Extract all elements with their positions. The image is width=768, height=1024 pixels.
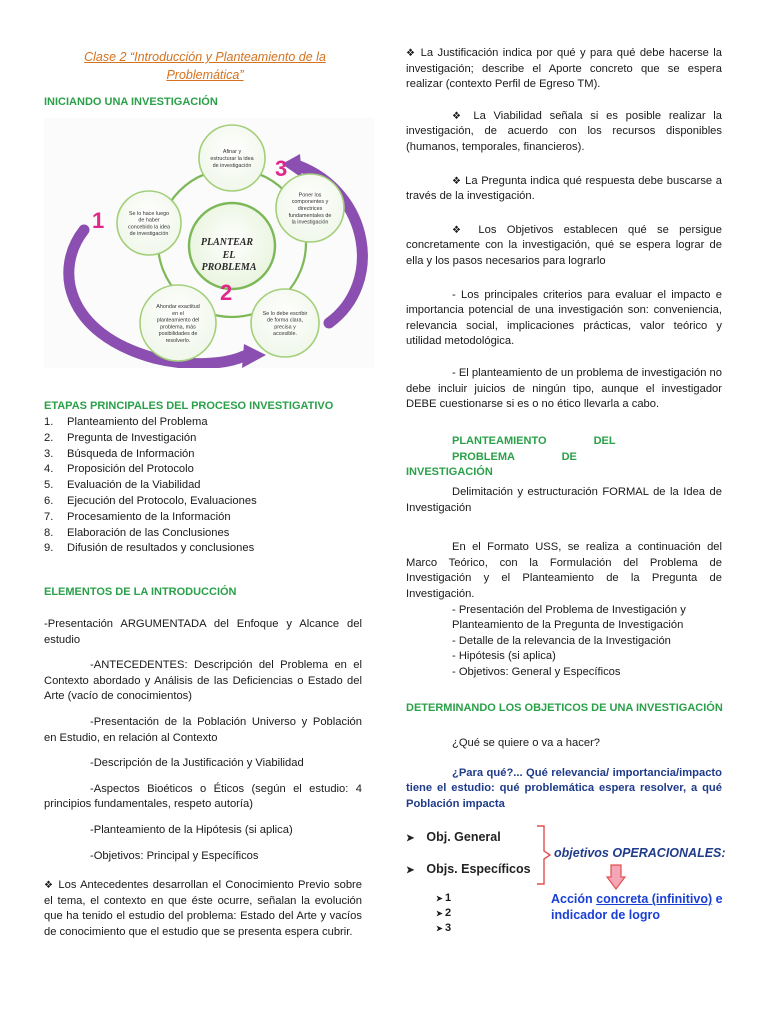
diamond-bullet-icon: ❖ [452,110,466,122]
etapa-item [44,431,362,447]
diagram-label-line: de investigación [129,231,169,238]
accion-indicador: indicador de logro [551,908,661,922]
etapa-item [44,478,362,494]
p-objetivos-right [406,223,722,270]
diagram-label-line: Poner los [298,192,322,199]
heading-planteamiento-line1 [406,434,722,465]
etapas-list [44,415,362,557]
etapa-number: 4. [44,463,54,476]
etapa-number: 3. [44,447,54,460]
etapa-text: Procesamiento de la Información [67,510,231,523]
p-presentacion: -Presentación ARGUMENTADA del Enfoque y Alcance del estudio [44,618,362,646]
right-body-top [406,46,722,413]
diagram-label-line: de forma clara, [267,317,303,324]
etapa-number: 1. [44,416,54,428]
formato-list-item: - Detalle de la relevancia de la Investigación [452,634,671,647]
p-hipotesis: -Planteamiento de la Hipótesis (si aplica) [90,823,293,836]
etapa-item [44,541,362,557]
obj-operacionales: objetivos OPERACIONALES: [554,846,726,860]
etapa-item [44,510,362,526]
elementos-body [44,617,362,941]
obj-general [406,830,501,844]
etapa-text: Pregunta de Investigación [67,431,197,444]
down-arrow-icon [606,864,626,890]
p-para-que: ¿Para qué?... Qué relevancia/ importancia/impacto tiene el estudio: qué problemática espera resolver, a qué Población impacta [406,766,722,810]
etapa-number: 8. [44,526,54,539]
objectives-graphic [406,822,736,942]
p-objetivos: -Objetivos: Principal y Específicos [90,849,259,862]
accion-word: Acción [551,892,593,906]
p-bioeticos: -Aspectos Bioéticos o Éticos (según el estudio: 4 principios fundamentales, respeto autoría) [44,782,362,811]
accion-concreta: concreta (infinitivo) [596,892,713,906]
heading-elementos: ELEMENTOS DE LA INTRODUCCIÓN [44,586,237,598]
etapa-number: 7. [44,510,54,523]
etapa-text: Búsqueda de Información [67,447,195,460]
diagram-label-line: de investigación [212,162,252,169]
accion-text [551,891,731,923]
etapa-number: 2. [44,431,54,444]
etapa-text: Difusión de resultados y conclusiones [67,542,255,555]
diagram-label-line: fundamentales de [288,212,332,219]
obj-especificos [406,862,531,876]
diagram-label-line: resolverlo. [165,338,191,344]
etapa-item [44,526,362,542]
right-body-bottom [406,736,722,812]
accion-e: e [715,892,723,906]
diagram-label-line: de haber [138,217,160,224]
heading-planteamiento-line1-text: PLANTEAMIENTO DEL PROBLEMA DE [452,435,616,463]
diagram-label-line: problema, más [160,324,196,331]
diamond-bullet-icon: ❖ [452,224,469,236]
etapa-item [44,447,362,463]
title-line-1: Clase 2 “Introducción y Planteamiento de la [84,50,326,64]
sub-item-number: 1 [444,892,452,904]
diagram-label-line: concebido la idea [128,224,170,231]
diamond-bullet-icon: ❖ [44,880,55,892]
diagram-label-line: posibilidades de [158,331,198,338]
center-text-3: PROBLEMA [201,262,257,273]
title-line-2: Problemática” [166,68,244,82]
etapa-item [44,494,362,510]
number-3: 3 [275,156,288,181]
heading-determinando: DETERMINANDO LOS OBJETICOS DE UNA INVESTIGACIÓN [406,702,723,714]
diagram-label-line: estructurar la idea [210,156,254,162]
sub-item [436,891,451,906]
arrowhead-bullet-icon: ➤ [406,865,415,876]
diagram-label-line: precisa y [274,324,296,331]
formato-list-item: Planteamiento de la Pregunta de Investigación [452,619,684,632]
formato-list-item: - Objetivos: General y Específicos [452,665,621,678]
etapa-text: Elaboración de las Conclusiones [67,526,230,539]
diagram-label-line: planteamiento del [156,317,200,324]
formato-list [406,603,722,681]
heading-planteamiento-line2: INVESTIGACIÓN [406,466,493,479]
p-viabilidad-text: La Viabilidad señala si es posible realizar la investigación, de acuerdo con los recursos disponibles (humanos, temporales, financieros). [406,109,723,153]
p-justificacion [406,46,722,93]
p-criterios: - Los principales criterios para evaluar el impacto e importancia potencial de una investigación son: conveniencia, relevancia social, implicaciones prácticas, valor teórico y utilidad metodológica. [406,288,722,348]
heading-iniciando: INICIANDO UNA INVESTIGACIÓN [44,96,218,108]
diagram-label-line: Afinar y [222,149,242,156]
sub-item-number: 2 [444,907,452,919]
etapa-text: Planteamiento del Problema [67,416,208,428]
plantear-problema-diagram [44,118,374,368]
p-pregunta-text: La Pregunta indica qué respuesta debe buscarse a través de la investigación. [406,174,722,203]
p-formato: En el Formato USS, se realiza a continuación del Marco Teórico, con la Formulación del Problema de Investigación y el Planteamiento de la Pregunta de Investigación. [406,541,722,600]
etapa-item [44,415,362,431]
heading-etapas: ETAPAS PRINCIPALES DEL PROCESO INVESTIGATIVO [44,400,334,412]
etapa-text: Proposición del Protocolo [67,463,194,476]
heading-planteamiento [406,434,722,481]
satellite-left-label [128,211,170,237]
arrowhead-bullet-icon: ➤ [406,833,415,844]
diamond-bullet-icon: ❖ [452,175,462,187]
diagram-label-line: Se lo debe escribir [262,310,308,317]
sub-items-list [436,891,451,936]
p-juicios: - El planteamiento de un problema de investigación no debe incluir juicios de ningún tipo, aunque el investigador DEBE cuestionarse si es o no ético llevarla a cabo. [406,366,722,411]
p-pregunta [406,174,722,205]
etapa-number: 6. [44,494,54,507]
p-objetivos-right-text: Los Objetivos establecen qué se persigue concretamente con la investigación, qué se espera lograr de ella y los pasos necesarios para lograrlo [406,223,722,267]
diagram-svg [44,118,374,368]
diagram-label-line: componentes y [291,199,329,206]
center-text-2: EL [222,250,236,261]
etapa-item [44,462,362,478]
sub-item [436,906,451,921]
p-justificacion-text: La Justificación indica por qué y para qué debe hacerse la investigación; describe el Aporte concreto que se espera realizar (contexto Perfil de Egreso TM). [406,47,723,91]
diagram-label-line: Ahondar exactitud [156,304,200,310]
diagram-label-line: en el [172,310,184,317]
etapa-text: Ejecución del Protocolo, Evaluaciones [67,494,257,507]
etapa-number: 5. [44,479,54,492]
p-viabilidad [406,109,722,156]
diamond-bullet-icon: ❖ [406,48,417,59]
right-body-mid [406,485,722,681]
diagram-label-line: directrices [297,206,323,212]
arrowhead-bullet-icon: ➤ [436,909,445,918]
number-1: 1 [92,208,105,233]
diagram-label-line: la investigación [291,219,329,226]
diagram-label-line: accesible. [273,331,297,338]
p-que: ¿Qué se quiere o va a hacer? [452,737,601,749]
formato-list-item: - Presentación del Problema de Investigación y [452,603,686,616]
p-antecedentes: -ANTECEDENTES: Descripción del Problema en el Contexto abordado y Análisis de las Deficiencias o Estado del Arte (vacío de conocimientos) [44,659,362,703]
p-antecedentes-desarrollan [44,878,362,940]
diagram-label-line: Se lo hace luego [128,210,170,217]
p-antecedentes-desarrollan-text: Los Antecedentes desarrollan el Conocimiento Previo sobre el tema, el contexto en que éste ocurre, señalan la evolución que ha tenido el estudio del problema: Estado del Arte y vacíos de conocimiento que el estudio que se presenta espera cubrir. [44,879,362,938]
arrowhead-bullet-icon: ➤ [436,924,445,933]
arrowhead-bullet-icon: ➤ [436,894,445,903]
p-poblacion: -Presentación de la Población Universo y Población en Estudio, en relación al Contexto [44,715,362,744]
obj-especificos-text: Objs. Específicos [426,862,531,876]
formato-list-item: - Hipótesis (si aplica) [452,650,556,663]
p-delimitacion: Delimitación y estructuración FORMAL de la Idea de Investigación [406,486,722,514]
center-text-1: PLANTEAR [200,237,254,248]
sub-item-number: 3 [444,922,452,934]
etapa-text: Evaluación de la Viabilidad [67,479,201,492]
page-title [60,48,350,84]
number-2: 2 [220,280,233,305]
p-justificacion-viabilidad: -Descripción de la Justificación y Viabilidad [90,757,304,770]
obj-general-text: Obj. General [426,830,501,844]
bracket-icon [534,824,554,886]
sub-item [436,921,451,936]
etapa-number: 9. [44,542,54,555]
